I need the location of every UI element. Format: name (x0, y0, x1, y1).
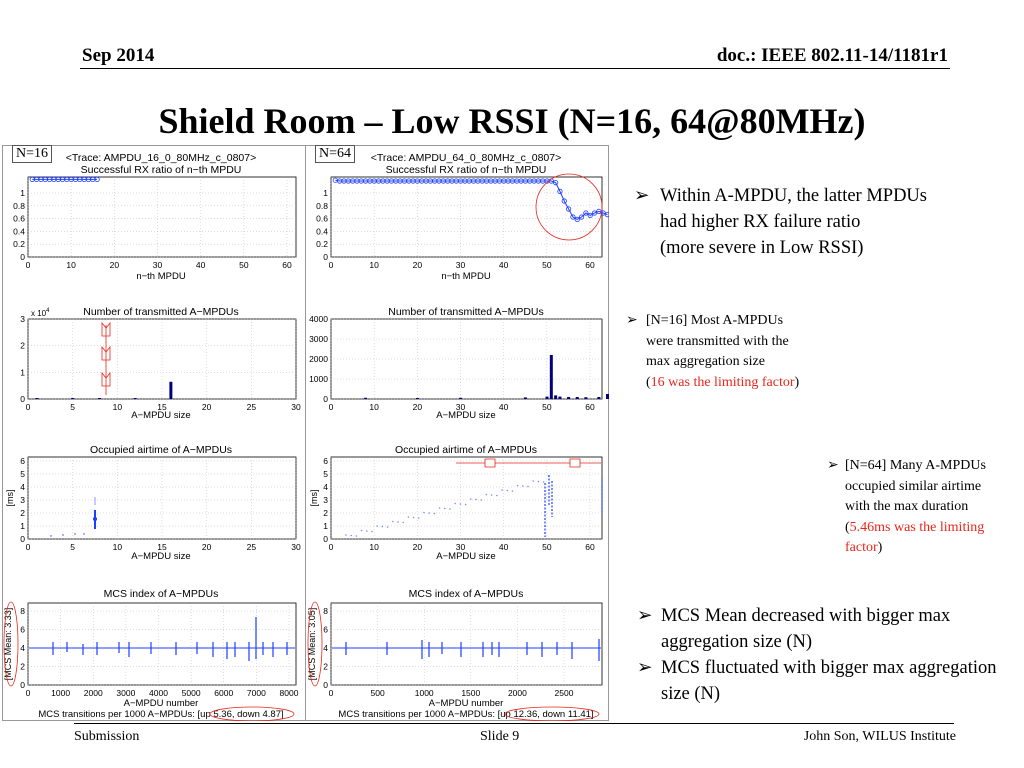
bullet-arrow-icon: ➢ (626, 313, 638, 328)
left-air-ytick-label: 6 (20, 456, 25, 466)
right-tx-xtick-label: 0 (328, 402, 334, 412)
right-air-point (418, 517, 420, 519)
right-air-point (382, 526, 384, 528)
n16-label: N=16 (12, 145, 52, 163)
right-rx-ytick-label: 1 (323, 188, 328, 198)
right-tx-bar (524, 397, 527, 399)
left-tx-bar (169, 382, 172, 399)
right-air-point (532, 480, 534, 482)
right-air-point (543, 481, 545, 483)
bullet-text: [N=16] Most A-MPDUs (646, 313, 784, 328)
right-air-point (361, 530, 363, 532)
limiting-factor-text: 5.46ms was the limiting factor (845, 519, 985, 555)
right-tx-bar (584, 397, 587, 399)
right-air-point (413, 517, 415, 519)
bullet-text: were transmitted with the (646, 333, 789, 349)
slide-title: Shield Room – Low RSSI (N=16, 64@80MHz) (158, 101, 866, 141)
left-rx-xtick-label: 30 (152, 260, 163, 270)
right-mcs-xtick-label: 1500 (461, 688, 481, 698)
right-air-point (428, 512, 430, 514)
left-rx-axes (28, 177, 296, 257)
limiting-factor-text: 16 was the limiting factor (650, 374, 795, 390)
left-mcs-xtick-label: 7000 (246, 688, 266, 698)
figure-canvas (1, 145, 609, 721)
right-mcs-ytick-label: 6 (323, 624, 328, 635)
right-air-point (376, 525, 378, 527)
left-mcs-xtick-label: 1000 (51, 688, 71, 698)
left-air-title: Occupied airtime of A−MPDUs (89, 444, 233, 456)
right-rx-ytick-label: 0.4 (316, 226, 328, 237)
n64-label: N=64 (315, 145, 355, 163)
right-air-point (506, 490, 508, 492)
right-mcs-transitions: MCS transitions per 1000 A−MPDUs: [up 12.36, down 11.41] (338, 709, 594, 720)
bullet-text: [N=64] Many A-MPDUs (845, 458, 986, 473)
left-rx-xtick-label: 20 (109, 260, 120, 270)
right-air-ytick-label: 3 (323, 495, 328, 505)
right-air-point (480, 499, 482, 501)
right-air-point (527, 486, 529, 488)
right-air-xtick-label: 0 (328, 542, 334, 552)
left-mcs-xlabel: A−MPDU number (123, 698, 199, 709)
bullet-text: (more severe in Low RSSI) (660, 238, 864, 258)
right-air-point (454, 503, 456, 505)
right-rx-xtick-label: 20 (412, 260, 423, 270)
left-tx-xlabel: A−MPDU size (131, 410, 191, 421)
right-mcs-xtick-label: 0 (328, 688, 334, 698)
right-tx-bar (546, 397, 549, 399)
bullet-note: (5.46ms was the limiting factor) (845, 519, 985, 555)
left-mcs-ytick-label: 6 (20, 624, 25, 635)
left-air-ytick-label: 5 (20, 469, 25, 479)
right-air-point (465, 504, 467, 506)
right-air-xtick-label: 30 (455, 542, 466, 552)
right-air-point (392, 521, 394, 523)
footer-submission: Submission (74, 729, 140, 744)
right-air-point (538, 481, 540, 483)
left-mcs-xtick-label: 8000 (279, 688, 299, 698)
bullet-arrow-icon: ➢ (637, 658, 653, 678)
right-rx-ytick-label: 0.6 (316, 213, 328, 224)
right-air-ytick-label: 2 (323, 508, 328, 518)
left-tx-ytick-label: 2 (20, 340, 25, 351)
left-air-ylabel: [ms] (5, 489, 15, 507)
right-tx-xtick-label: 10 (369, 402, 379, 412)
left-air-xtick-label: 5 (70, 542, 76, 552)
right-tx-xlabel: A−MPDU size (436, 410, 496, 421)
left-tx-xtick-label: 5 (70, 402, 76, 412)
right-mcs-xtick-label: 2000 (507, 688, 527, 698)
right-air-ytick-label: 6 (323, 456, 328, 466)
left-tx-xtick-label: 20 (201, 402, 212, 412)
header-date: Sep 2014 (82, 45, 155, 66)
right-tx-bar (550, 355, 553, 399)
left-mcs-ytick-label: 0 (20, 680, 25, 690)
right-mcs-xtick-label: 2500 (554, 688, 574, 698)
right-air-point (475, 499, 477, 501)
right-rx-xtick-label: 0 (328, 260, 334, 270)
right-air-xtick-label: 60 (585, 542, 595, 552)
left-mcs-ylabel: [MCS Mean: 3.33] (3, 607, 13, 681)
left-air-xtick-label: 30 (291, 542, 301, 552)
bullet-text: MCS Mean decreased with bigger max aggregation size (N) (661, 606, 951, 652)
right-air-point (397, 521, 399, 523)
right-air-point (366, 530, 368, 532)
right-air-point (517, 485, 519, 487)
right-air-ytick-label: 5 (323, 469, 328, 479)
left-mcs-xtick-label: 4000 (149, 688, 168, 698)
left-air-xtick-label: 15 (157, 542, 167, 552)
right-air-title: Occupied airtime of A−MPDUs (394, 444, 538, 456)
left-rx-ytick-label: 0.2 (13, 239, 25, 250)
right-rx-xtick-label: 50 (542, 260, 552, 270)
right-tx-xtick-label: 20 (412, 402, 423, 412)
left-rx-xtick-label: 60 (282, 260, 292, 270)
right-mcs-axes (331, 603, 602, 685)
right-air-xtick-label: 10 (369, 542, 379, 552)
right-rx-xtick-label: 40 (498, 260, 509, 270)
bullet-arrow-icon: ➢ (637, 606, 653, 626)
right-rx-ytick-label: 0 (323, 252, 328, 262)
right-rx-xlabel: n−th MPDU (441, 271, 491, 282)
bullet-text: occupied similar airtime (845, 478, 982, 494)
right-mcs-ytick-label: 2 (323, 661, 328, 672)
right-air-point (402, 522, 404, 524)
footer-slide-number: Slide 9 (480, 729, 520, 744)
left-air-ytick-label: 2 (20, 508, 25, 518)
right-mcs-xtick-label: 500 (370, 688, 385, 698)
right-air-point (486, 494, 488, 496)
right-tx-bar (416, 398, 419, 399)
right-tx-bar (558, 397, 561, 399)
left-tx-xtick-label: 25 (246, 402, 257, 412)
left-rx-xtick-label: 40 (195, 260, 206, 270)
left-tx-bar (134, 398, 137, 399)
left-mcs-ytick-label: 4 (20, 643, 25, 653)
right-tx-ytick-label: 1000 (309, 374, 328, 384)
left-mcs-xtick-label: 3000 (116, 688, 136, 698)
left-tx-bar (71, 398, 74, 399)
right-tx-bar (364, 398, 367, 399)
bullet-text: MCS fluctuated with bigger max aggregation size (N) (661, 658, 997, 704)
bullet-text: with the max duration (845, 499, 969, 514)
right-air-xtick-label: 50 (542, 542, 552, 552)
left-air-ytick-label: 3 (20, 495, 25, 505)
left-air-xlabel: A−MPDU size (131, 551, 191, 562)
left-rx-xtick-label: 10 (66, 260, 76, 270)
bullet-mcs (637, 603, 1007, 707)
left-tx-xtick-label: 30 (291, 402, 301, 412)
right-mcs-ytick-label: 4 (323, 643, 328, 653)
left-mcs-xtick-label: 6000 (214, 688, 234, 698)
right-rx-ytick-label: 0.2 (316, 239, 328, 250)
right-tx-bar (459, 398, 462, 399)
right-tx-bar (606, 394, 609, 399)
header-doc-id: doc.: IEEE 802.11-14/1181r1 (716, 45, 948, 66)
bullet-n64 (827, 456, 1022, 559)
left-mcs-ytick-label: 8 (20, 606, 25, 616)
right-mcs-xtick-label: 1000 (414, 688, 434, 698)
right-tx-title: Number of transmitted A−MPDUs (388, 306, 544, 318)
right-air-ylabel: [ms] (309, 489, 319, 507)
left-tx-bar (98, 398, 101, 399)
bullet-text: had higher RX failure ratio (660, 212, 861, 232)
header-divider (80, 68, 950, 69)
right-air-point (387, 526, 389, 528)
left-tx-xtick-label: 15 (157, 402, 167, 412)
left-air-xtick-label: 0 (25, 542, 31, 552)
left-mcs-ytick-label: 2 (20, 661, 25, 672)
left-mcs-xtick-label: 0 (25, 688, 31, 698)
left-mcs-xtick-label: 2000 (83, 688, 103, 698)
left-rx-ytick-label: 0.6 (13, 213, 25, 224)
footer-author: John Son, WILUS Institute (803, 729, 956, 744)
bullet-arrow-icon: ➢ (827, 458, 839, 473)
right-tx-xtick-label: 40 (498, 402, 509, 412)
right-air-point (434, 513, 436, 515)
left-mcs-title: MCS index of A−MPDUs (103, 588, 219, 600)
bullet-arrow-icon: ➢ (634, 186, 650, 206)
right-tx-bar (554, 395, 557, 399)
right-air-xlabel: A−MPDU size (436, 551, 496, 562)
right-air-axes (331, 457, 602, 539)
right-air-point (460, 503, 462, 505)
right-air-ytick-label: 4 (323, 482, 328, 492)
right-tx-xtick-label: 60 (585, 402, 595, 412)
left-rx-ytick-label: 0.4 (13, 226, 25, 237)
right-mcs-ylabel: [MCS Mean: 3.05] (307, 607, 317, 681)
left-air-xtick-label: 10 (112, 542, 123, 552)
left-air-ytick-label: 0 (20, 534, 25, 544)
right-tx-ytick-label: 0 (323, 394, 328, 404)
left-tx-exponent: x $10^4$ (31, 308, 50, 318)
left-air-xtick-label: 25 (246, 542, 257, 552)
right-tx-bar (576, 397, 579, 399)
left-tx-bar (35, 398, 38, 399)
left-rx-title: Successful RX ratio of n−th MPDU (80, 164, 242, 176)
left-rx-xtick-label: 50 (239, 260, 249, 270)
right-rx-xtick-label: 30 (455, 260, 466, 270)
right-air-point (470, 498, 472, 500)
right-air-point (449, 508, 451, 510)
left-rx-ytick-label: 0 (20, 252, 25, 262)
left-rx-ytick-label: 0.8 (13, 200, 25, 211)
right-air-point (496, 495, 498, 497)
right-tx-bar (567, 397, 570, 399)
left-air-ytick-label: 4 (20, 482, 25, 492)
right-air-point (423, 512, 425, 514)
right-tx-xtick-label: 30 (455, 402, 466, 412)
bullet-text: Within A-MPDU, the latter MPDUs (660, 186, 927, 206)
left-rx-ytick-label: 1 (20, 188, 25, 198)
bullet-text: max aggregation size (646, 354, 765, 369)
bullet-within-ampdu (634, 183, 1009, 261)
left-rx-xtick-label: 0 (25, 260, 31, 270)
left-trace-title: <Trace: AMPDU_16_0_80MHz_c_0807> (65, 152, 257, 164)
right-air-point (371, 531, 373, 533)
right-tx-ytick-label: 2000 (309, 354, 328, 364)
right-air-point (491, 494, 493, 496)
right-mcs-title: MCS index of A−MPDUs (408, 588, 524, 600)
right-air-xtick-label: 40 (498, 542, 509, 552)
bullet-n16 (626, 311, 826, 393)
right-air-point (439, 507, 441, 509)
right-tx-ytick-label: 3000 (309, 334, 328, 344)
right-tx-xtick-label: 50 (542, 402, 552, 412)
right-rx-xtick-label: 10 (369, 260, 379, 270)
right-air-point (356, 535, 358, 537)
left-air-xtick-label: 20 (201, 542, 212, 552)
right-air-point (408, 516, 410, 518)
left-tx-ytick-label: 0 (20, 394, 25, 404)
right-air-ytick-label: 1 (323, 521, 328, 531)
right-rx-ytick-label: 0.8 (316, 200, 328, 211)
left-tx-ytick-label: 3 (20, 314, 25, 324)
right-trace-title: <Trace: AMPDU_64_0_80MHz_c_0807> (370, 152, 562, 164)
left-mcs-xtick-label: 5000 (181, 688, 201, 698)
right-air-point (444, 508, 446, 510)
left-air-ytick-label: 1 (20, 521, 25, 531)
right-tx-bar (597, 397, 600, 399)
bullet-note: (16 was the limiting factor) (646, 374, 800, 390)
footer-divider (74, 723, 954, 724)
right-air-point (345, 534, 347, 536)
right-air-point (501, 489, 503, 491)
right-air-point (522, 485, 524, 487)
right-tx-ytick-label: 4000 (309, 314, 328, 324)
right-air-point (350, 535, 352, 537)
left-mcs-transitions: MCS transitions per 1000 A−MPDUs: [up 5.36, down 4.87] (38, 709, 284, 720)
right-rx-axes (331, 177, 602, 257)
left-tx-xtick-label: 0 (25, 402, 31, 412)
right-mcs-xlabel: A−MPDU number (428, 698, 504, 709)
left-tx-title: Number of transmitted A−MPDUs (83, 306, 239, 318)
right-rx-title: Successful RX ratio of n−th MPDU (385, 164, 547, 176)
right-air-point (512, 490, 514, 492)
right-rx-xtick-label: 60 (585, 260, 595, 270)
right-air-ytick-label: 0 (323, 534, 328, 544)
left-tx-xtick-label: 10 (112, 402, 123, 412)
right-mcs-ytick-label: 8 (323, 606, 328, 616)
left-tx-ytick-label: 1 (20, 367, 25, 378)
left-rx-xlabel: n−th MPDU (136, 271, 186, 282)
right-mcs-ytick-label: 0 (323, 680, 328, 690)
right-air-xtick-label: 20 (412, 542, 423, 552)
